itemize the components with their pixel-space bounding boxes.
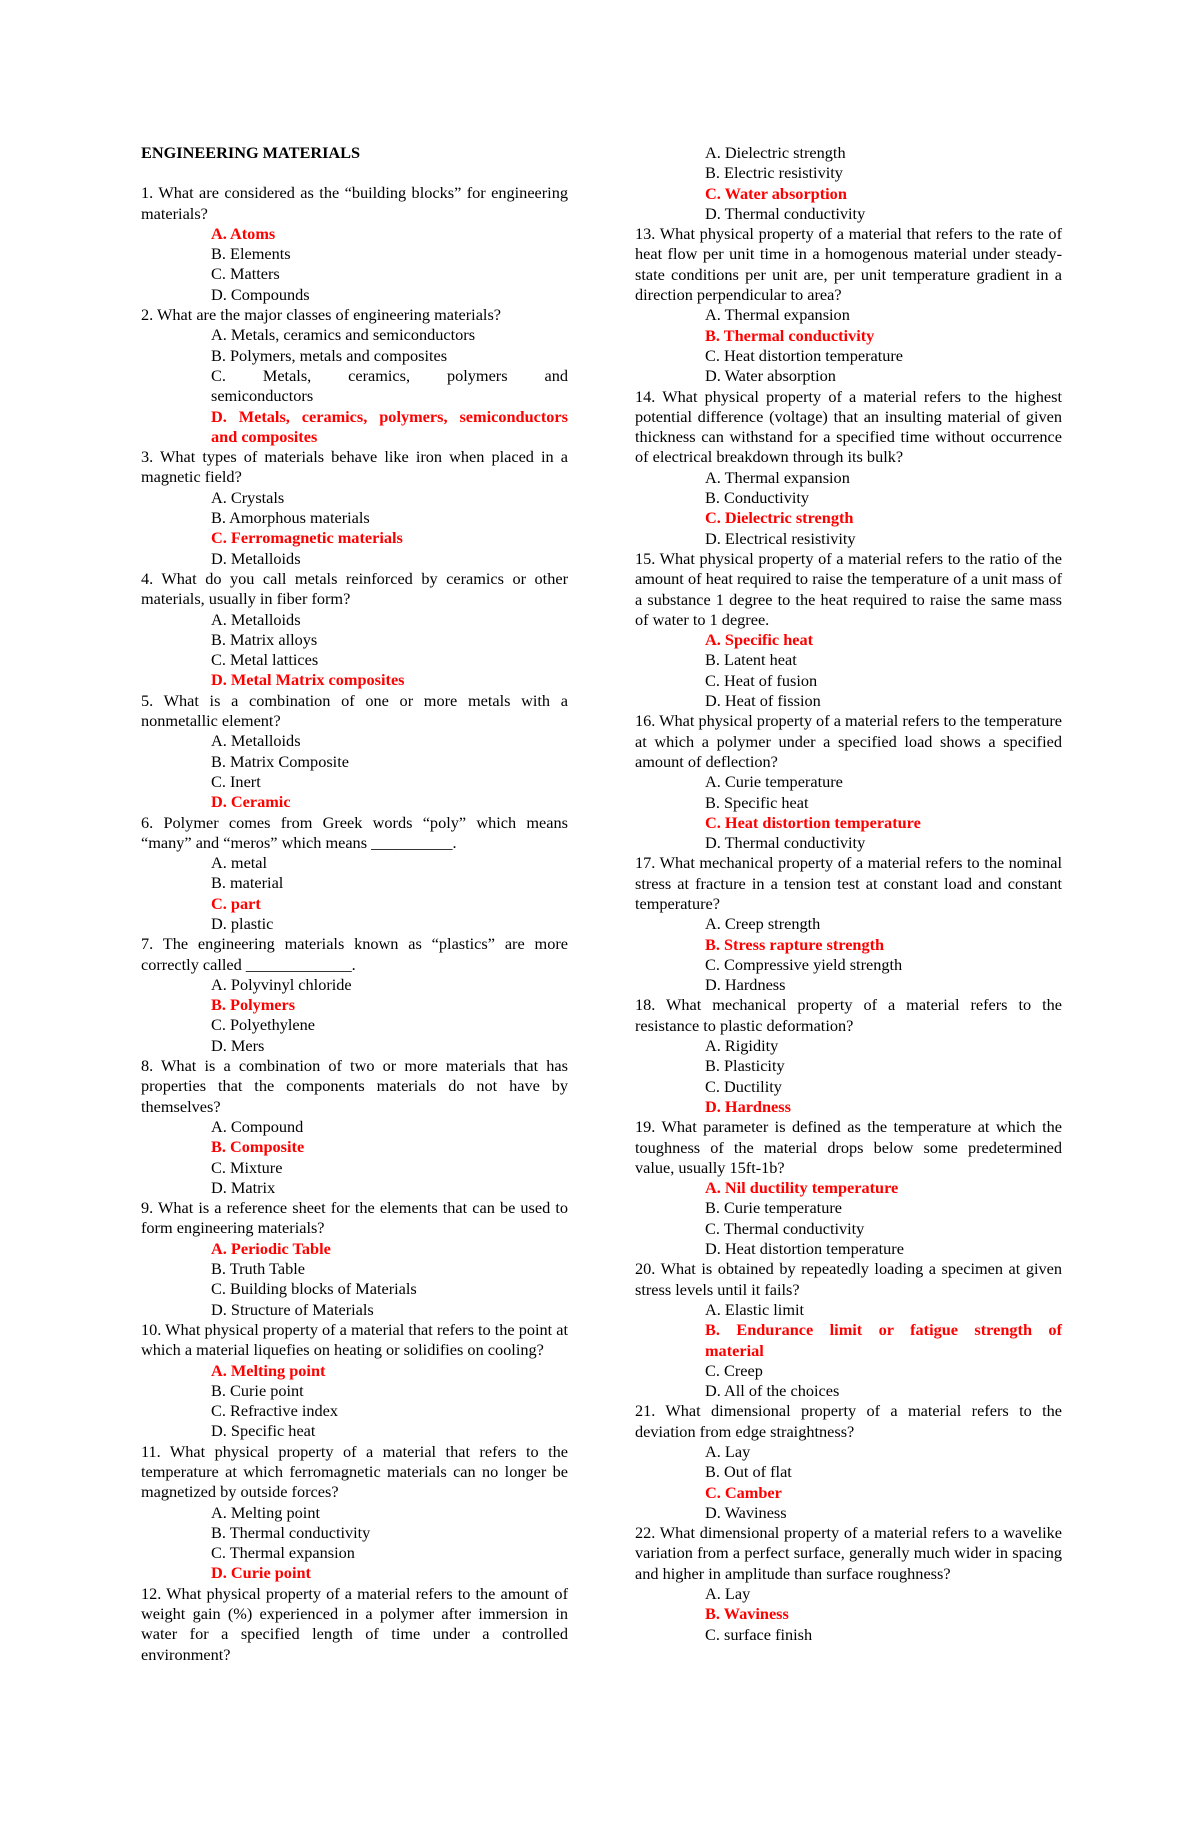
option: D. Heat distortion temperature [705, 1239, 904, 1259]
option: D. Metalloids [211, 548, 301, 568]
option: B. Matrix alloys [211, 629, 318, 649]
option-correct: B. Stress rapture strength [705, 934, 885, 954]
option-continued: semiconductors [211, 386, 314, 406]
option: C. Ductility [705, 1076, 782, 1096]
question-text: 5. What is a combination of one or more metals with a nonmetallic element? [141, 690, 568, 731]
option: C. Building blocks of Materials [211, 1279, 417, 1299]
question-text: 4. What do you call metals reinforced by ceramics or other materials, usually in fiber form? [141, 568, 568, 609]
option-correct: B. Thermal conductivity [705, 325, 875, 345]
option: A. Lay [705, 1584, 751, 1604]
option: B. Thermal conductivity [211, 1522, 371, 1542]
option: D. plastic [211, 913, 274, 933]
question-text: 7. The engineering materials known as “plastics” are more correctly called _____________. [141, 934, 568, 974]
left-column [141, 143, 568, 1665]
option: D. All of the choices [705, 1381, 840, 1401]
question-text: 1. What are considered as the “building blocks” for engineering materials? [141, 183, 568, 223]
option: A. Creep strength [705, 914, 821, 934]
option: B. Elements [211, 244, 291, 264]
question-text: 21. What dimensional property of a material refers to the deviation from edge straightness? [635, 1401, 1062, 1441]
page-title: ENGINEERING MATERIALS [141, 143, 361, 162]
option: C. Inert [211, 771, 261, 791]
option-correct: B. Endurance limit or fatigue strength of [705, 1320, 1062, 1340]
option: D. Heat of fission [705, 691, 821, 711]
option-correct: C. Ferromagnetic materials [211, 528, 403, 548]
option: A. Compound [211, 1116, 304, 1136]
question-text: 17. What mechanical property of a material refers to the nominal stress at fracture in a tension test at constant load and constant temperature? [635, 853, 1062, 913]
option-correct: C. Heat distortion temperature [705, 812, 921, 832]
option: A. Polyvinyl chloride [211, 974, 352, 994]
question-text: 6. Polymer comes from Greek words “poly” which means “many” and “meros” which means __________. [141, 812, 568, 852]
option: C. Thermal conductivity [705, 1218, 865, 1238]
question-text: 10. What physical property of a material that refers to the point at which a material liquefies on heating or solidifies on cooling? [141, 1319, 568, 1360]
option-correct: D. Ceramic [211, 792, 291, 812]
question-text: 15. What physical property of a material refers to the ratio of the amount of heat required to raise the temperature of a unit mass of a substance 1 degree to the heat required to raise the same mass of water to 1 degree. [635, 548, 1062, 629]
option: B. Conductivity [705, 488, 810, 508]
option: B. Amorphous materials [211, 508, 370, 528]
option: C. Metals, ceramics, polymers and [211, 365, 568, 385]
option: D. Thermal conductivity [705, 203, 866, 223]
option: A. Rigidity [705, 1036, 779, 1056]
option-correct: C. Dielectric strength [705, 508, 854, 528]
option-correct: B. Composite [211, 1137, 305, 1157]
option: D. Matrix [211, 1177, 276, 1197]
option: B. Out of flat [705, 1462, 792, 1482]
option: C. Heat of fusion [705, 670, 818, 690]
question-text: 14. What physical property of a material refers to the highest potential difference (voltage) that an insulting material of given thickness can withstand for a specified time without occurrence of electrical breakdown through its bulk? [635, 386, 1062, 467]
question-text: 18. What mechanical property of a material refers to the resistance to plastic deformation? [635, 995, 1062, 1035]
option: D. Hardness [705, 975, 786, 995]
option: A. Elastic limit [705, 1299, 805, 1319]
option: A. Melting point [211, 1502, 320, 1522]
option: B. Curie point [211, 1380, 304, 1400]
question-text: 9. What is a reference sheet for the elements that can be used to form engineering materials? [141, 1198, 568, 1238]
option-correct: B. Waviness [705, 1604, 789, 1624]
option: A. Crystals [211, 487, 285, 507]
option: C. Mixture [211, 1157, 283, 1177]
question-text: 11. What physical property of a material that refers to the temperature at which ferromagnetic materials can no longer be magnetized by outside forces? [141, 1441, 568, 1502]
option: A. Metalloids [211, 609, 301, 629]
option: D. Mers [211, 1035, 265, 1055]
option-correct-continued: material [705, 1340, 764, 1360]
question-text: 12. What physical property of a material refers to the amount of weight gain (%) experienced in a polymer after immersion in water for a specified length of time under a controlled environment? [141, 1583, 568, 1664]
option-correct: D. Metal Matrix composites [211, 670, 405, 690]
option: D. Compounds [211, 284, 310, 304]
option: B. Curie temperature [705, 1198, 842, 1218]
option: B. material [211, 873, 284, 893]
option: A. Thermal expansion [705, 305, 850, 325]
question-text: 22. What dimensional property of a material refers to a wavelike variation from a perfect surface, generally much wider in spacing and higher in amplitude than surface roughness? [635, 1523, 1062, 1583]
option: C. Thermal expansion [211, 1543, 355, 1563]
option: A. Curie temperature [705, 772, 843, 792]
option-correct: C. Camber [705, 1482, 782, 1502]
option: A. Dielectric strength [705, 143, 846, 162]
option-correct: D. Curie point [211, 1563, 311, 1583]
option: A. Metals, ceramics and semiconductors [211, 325, 476, 345]
option: C. Metal lattices [211, 650, 319, 670]
option-correct: C. Water absorption [705, 183, 847, 203]
option: A. Thermal expansion [705, 467, 850, 487]
option: A. Metalloids [211, 731, 301, 751]
option: D. Electrical resistivity [705, 528, 856, 548]
question-text: 13. What physical property of a material that refers to the rate of heat flow per unit time in a homogenous material under steady-state conditions per unit are, per unit temperature gradient in a direction perpendicular to area? [635, 224, 1062, 305]
option: B. Electric resistivity [705, 163, 843, 183]
option-correct: A. Melting point [211, 1360, 326, 1380]
option-correct: A. Specific heat [705, 630, 814, 650]
option-correct-continued: and composites [211, 426, 318, 446]
option-correct: D. Metals, ceramics, polymers, semiconductors [211, 406, 568, 426]
right-column [635, 143, 1062, 1665]
option: D. Water absorption [705, 366, 836, 386]
option-correct: A. Nil ductility temperature [705, 1178, 899, 1198]
question-text: 3. What types of materials behave like iron when placed in a magnetic field? [141, 447, 568, 487]
option: C. Matters [211, 264, 280, 284]
option: D. Waviness [705, 1502, 787, 1522]
option: A. Lay [705, 1442, 751, 1461]
option: A. metal [211, 853, 268, 873]
option: C. Compressive yield strength [705, 954, 903, 974]
option-correct: A. Periodic Table [211, 1238, 331, 1258]
option: B. Polymers, metals and composites [211, 345, 448, 365]
option: C. Polyethylene [211, 1015, 316, 1035]
option-correct: B. Polymers [211, 995, 296, 1015]
option: C. Heat distortion temperature [705, 345, 904, 365]
option: D. Thermal conductivity [705, 833, 866, 853]
option-correct: C. part [211, 893, 261, 913]
option: B. Specific heat [705, 792, 809, 812]
question-text: 8. What is a combination of two or more materials that has properties that the components materials do not have by themselves? [141, 1056, 568, 1116]
option: C. Refractive index [211, 1401, 339, 1421]
option: B. Plasticity [705, 1056, 785, 1076]
option: B. Latent heat [705, 650, 797, 670]
question-text: 2. What are the major classes of engineering materials? [141, 305, 501, 325]
question-text: 19. What parameter is defined as the temperature at which the toughness of the material drops below some predetermined value, usually 15ft-1b? [635, 1117, 1062, 1177]
question-text: 20. What is obtained by repeatedly loading a specimen at given stress levels until it fails? [635, 1259, 1062, 1299]
question-text: 16. What physical property of a material refers to the temperature at which a polymer under a specified load shows a specified amount of deflection? [635, 711, 1062, 771]
option: B. Matrix Composite [211, 751, 349, 771]
option: C. surface finish [705, 1624, 813, 1644]
option: D. Specific heat [211, 1421, 316, 1441]
option: D. Structure of Materials [211, 1299, 374, 1319]
option: B. Truth Table [211, 1259, 306, 1279]
option-correct: D. Hardness [705, 1096, 791, 1116]
option: C. Creep [705, 1360, 763, 1380]
option-correct: A. Atoms [211, 223, 276, 243]
